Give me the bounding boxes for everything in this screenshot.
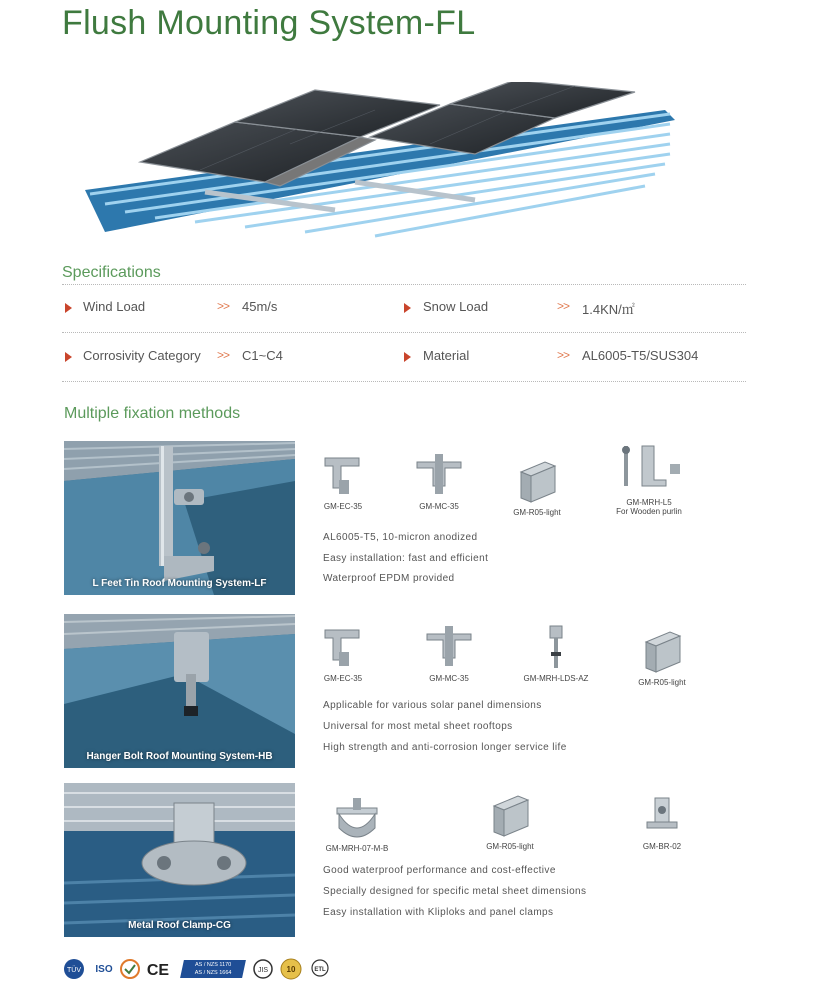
- spec-row: [62, 284, 746, 333]
- system-caption: Hanger Bolt Roof Mounting System-HB: [86, 751, 273, 762]
- quality-seal-icon: [119, 958, 141, 985]
- system-photo-hb: [64, 614, 295, 768]
- rail-icon: [515, 458, 559, 504]
- part-code: GM-R05-light: [486, 842, 534, 851]
- bullet-triangle-icon: [404, 352, 411, 362]
- tuv-logo: [63, 958, 85, 985]
- part-item: [298, 624, 388, 683]
- etl-logo: [308, 958, 332, 985]
- ce-label: CE: [146, 962, 170, 979]
- part-code: GM-MRH-07-M-B: [325, 844, 389, 853]
- spec-arrow-marker: >>: [557, 299, 570, 313]
- system-photo-lf: [64, 441, 295, 595]
- feature-line: Applicable for various solar panel dimensions: [323, 700, 542, 711]
- bullet-triangle-icon: [65, 352, 72, 362]
- system-caption: Metal Roof Clamp-CG: [128, 920, 231, 931]
- mid-clamp-icon: [413, 452, 465, 498]
- ce-logo: [146, 958, 170, 985]
- fixation-methods-heading: Multiple fixation methods: [64, 405, 241, 422]
- spec-arrow-marker: >>: [557, 348, 570, 362]
- l-feet-icon: [614, 444, 684, 494]
- jis-label: JIS: [257, 967, 269, 974]
- as-nzs-badge: [180, 960, 246, 978]
- part-item: [617, 628, 707, 687]
- part-item: [492, 458, 582, 517]
- system-photo-cg: [64, 783, 295, 937]
- as-nzs-1664: AS / NZS 1664: [194, 970, 232, 976]
- part-item: [394, 452, 484, 511]
- part-code: GM-MC-35: [429, 674, 469, 683]
- feature-line: Waterproof EPDM provided: [323, 573, 455, 584]
- tuv-label: TÜV: [67, 967, 81, 974]
- feature-line: Specially designed for specific metal sheet dimensions: [323, 886, 587, 897]
- feature-line: Good waterproof performance and cost-effective: [323, 865, 556, 876]
- spec-label: Corrosivity Category: [83, 348, 201, 363]
- spec-value: C1~C4: [242, 348, 283, 363]
- part-code: GM-EC-35: [323, 674, 363, 683]
- part-item: [404, 624, 494, 683]
- feature-line: High strength and anti-corrosion longer service life: [323, 742, 567, 753]
- part-code: GM-MC-35: [419, 502, 459, 511]
- rail-icon: [640, 628, 684, 674]
- part-item: [298, 452, 388, 511]
- part-code: GM-MRH-L5: [626, 498, 672, 507]
- part-code: GM-BR-02: [642, 842, 682, 851]
- part-code: GM-MRH-LDS-AZ: [523, 674, 589, 683]
- part-note: For Wooden purlin: [616, 507, 682, 516]
- spec-label: Snow Load: [423, 299, 489, 314]
- part-code: GM-EC-35: [323, 502, 363, 511]
- part-code: GM-R05-light: [638, 678, 686, 687]
- system-caption: L Feet Tin Roof Mounting System-LF: [92, 578, 267, 589]
- part-item: [617, 792, 707, 851]
- bracket-icon: [637, 792, 687, 838]
- spec-arrow-marker: >>: [217, 299, 230, 313]
- part-item: [604, 444, 694, 516]
- spec-value: 1.4KN/㎡: [582, 302, 635, 317]
- jis-logo: [252, 958, 274, 985]
- part-item: [312, 794, 402, 853]
- specifications-heading: Specifications: [62, 264, 161, 281]
- feature-line: Universal for most metal sheet rooftops: [323, 721, 513, 732]
- spec-value: AL6005-T5/SUS304: [582, 348, 699, 363]
- part-item: [511, 624, 601, 683]
- spec-label: Material: [423, 348, 470, 363]
- part-code: GM-R05-light: [513, 508, 561, 517]
- etl-label: ETL: [314, 967, 326, 973]
- feature-line: Easy installation with Kliploks and panel clamps: [323, 907, 554, 918]
- part-item: [465, 792, 555, 851]
- warranty-years-icon: [279, 958, 303, 985]
- feature-line: AL6005-T5, 10-micron anodized: [323, 532, 478, 543]
- as-nzs-1170: AS / NZS 1170: [194, 962, 232, 968]
- spec-value: 45m/s: [242, 299, 278, 314]
- roof-clamp-icon: [329, 794, 385, 840]
- iso-logo: [92, 958, 116, 985]
- bullet-triangle-icon: [404, 303, 411, 313]
- warranty-years: 10: [286, 965, 296, 974]
- page-title: Flush Mounting System-FL: [62, 4, 476, 42]
- bullet-triangle-icon: [65, 303, 72, 313]
- hero-roof-illustration: [85, 82, 675, 242]
- spec-label: Wind Load: [83, 299, 146, 314]
- iso-label: ISO: [95, 964, 113, 975]
- end-clamp-icon: [319, 452, 367, 498]
- hanger-bolt-icon: [536, 624, 576, 670]
- feature-line: Easy installation: fast and efficient: [323, 553, 489, 564]
- spec-row: [62, 333, 746, 382]
- spec-arrow-marker: >>: [217, 348, 230, 362]
- end-clamp-icon: [319, 624, 367, 670]
- mid-clamp-icon: [423, 624, 475, 670]
- rail-icon: [488, 792, 532, 838]
